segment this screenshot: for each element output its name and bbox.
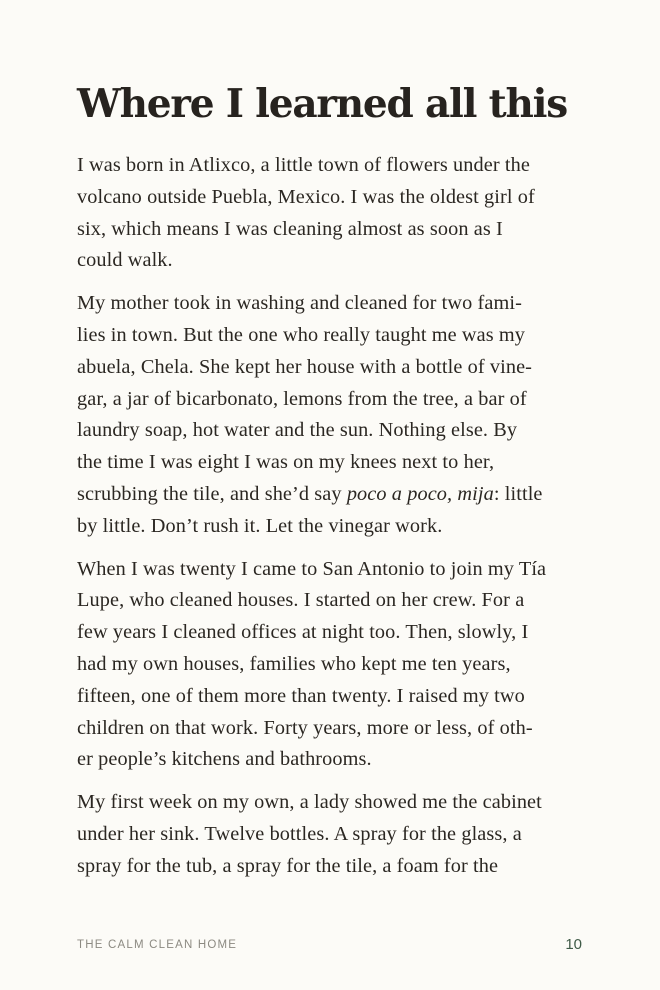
text-line: Lupe, who cleaned houses. I started on her crew. For a	[77, 589, 525, 612]
text-line: spray for the tub, a spray for the tile, a foam for the	[77, 854, 499, 877]
chapter-title: Where I learned all this	[77, 81, 568, 127]
text-run: : little	[493, 482, 543, 505]
text-run: scrubbing the tile, and she’d say	[77, 482, 347, 505]
running-footer-title: THE CALM CLEAN HOME	[77, 939, 238, 951]
text-line: I was born in Atlixco, a little town of flowers under the	[77, 154, 530, 176]
text-line: My mother took in washing and cleaned for two fami-	[77, 292, 522, 315]
text-line: My first week on my own, a lady showed me the cabinet	[77, 791, 542, 814]
text-line: abuela, Chela. She kept her house with a bottle of vine-	[77, 355, 533, 378]
text-line: children on that work. Forty years, more or less, of oth-	[77, 716, 533, 739]
text-line-with-italic	[77, 479, 587, 511]
text-line: volcano outside Puebla, Mexico. I was the oldest girl of	[77, 185, 535, 208]
text-line: fifteen, one of them more than twenty. I raised my two	[77, 684, 525, 707]
text-line: six, which means I was cleaning almost as soon as I	[77, 217, 503, 240]
text-line: the time I was eight I was on my knees next to her,	[77, 451, 495, 474]
text-line: by little. Don’t rush it. Let the vinegar work.	[77, 514, 443, 537]
page-number: 10	[565, 936, 582, 953]
paragraph-3	[77, 554, 587, 777]
italic-phrase: poco a poco, mija	[346, 482, 494, 505]
text-line: could walk.	[77, 249, 173, 272]
text-line: When I was twenty I came to San Antonio to join my Tía	[77, 557, 547, 580]
text-line: under her sink. Twelve bottles. A spray for the glass, a	[77, 822, 522, 845]
paragraph-4	[77, 787, 587, 882]
text-line: gar, a jar of bicarbonato, lemons from the tree, a bar of	[77, 387, 527, 410]
text-line: lies in town. But the one who really taught me was my	[77, 323, 526, 346]
page-body	[77, 80, 587, 894]
text-line: laundry soap, hot water and the sun. Nothing else. By	[77, 419, 518, 442]
paragraph-1	[77, 150, 587, 277]
text-line: er people’s kitchens and bathrooms.	[77, 748, 372, 771]
text-line: few years I cleaned offices at night too. Then, slowly, I	[77, 621, 529, 644]
text-line: had my own houses, families who kept me ten years,	[77, 652, 511, 675]
paragraph-2	[77, 288, 587, 542]
